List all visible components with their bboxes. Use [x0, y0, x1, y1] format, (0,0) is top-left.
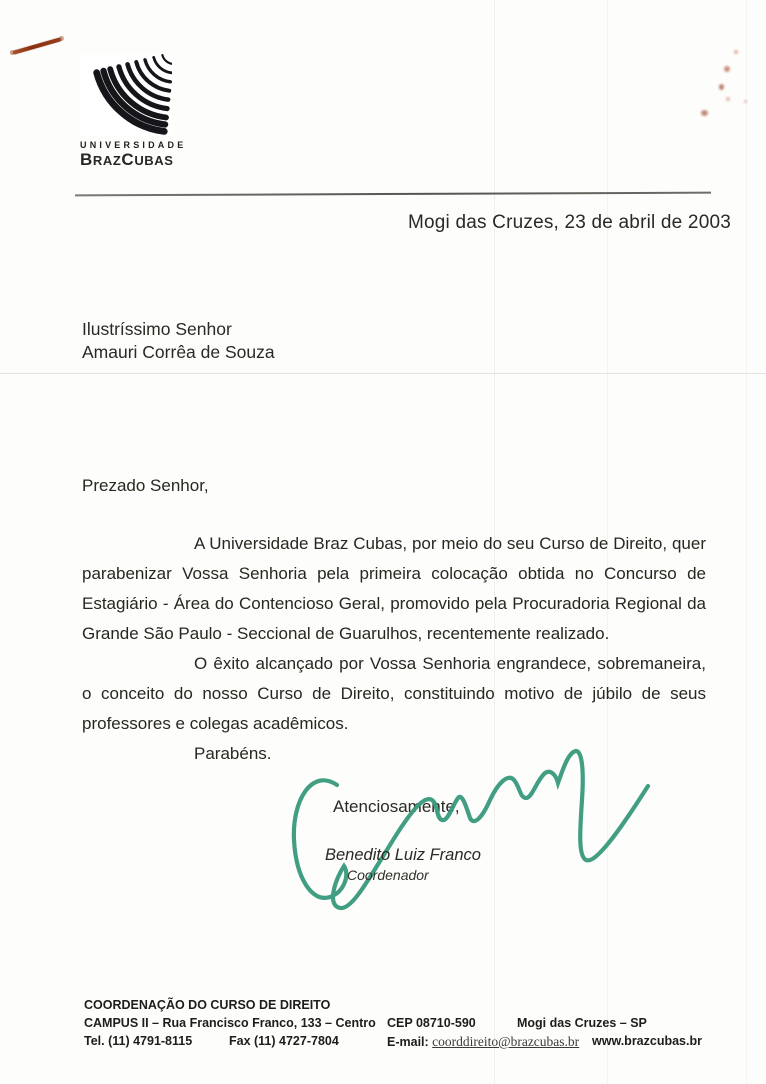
- logo-letter: C: [121, 150, 135, 169]
- footer-department: COORDENAÇÃO DO CURSO DE DIREITO: [84, 998, 331, 1012]
- footer-phone: Tel. (11) 4791-8115: [84, 1034, 193, 1048]
- footer-website: www.brazcubas.br: [592, 1034, 702, 1048]
- signer-name: Benedito Luiz Franco: [325, 846, 481, 864]
- logo-university-label: UNIVERSIDADE: [80, 140, 187, 150]
- date-line: Mogi das Cruzes, 23 de abril de 2003: [408, 212, 732, 233]
- recipient-name: Amauri Corrêa de Souza: [82, 342, 275, 362]
- footer-city: Mogi das Cruzes – SP: [517, 1016, 647, 1030]
- paragraph-2: O êxito alcançado por Vossa Senhoria engrandece, sobremaneira, o conceito do nosso Curso de Direito, constituindo motivo de júbilo de seus professores e colegas acadêmicos.: [82, 654, 706, 733]
- salutation: Prezado Senhor,: [82, 476, 209, 495]
- recipient-honorific: Ilustríssimo Senhor: [82, 319, 232, 339]
- footer-email: [387, 1034, 579, 1050]
- footer-email-link[interactable]: coorddireito@brazcubas.br: [432, 1034, 580, 1049]
- logo-letters: RAZ: [92, 153, 122, 168]
- footer-email-label: E-mail:: [387, 1035, 429, 1049]
- logo-letter: B: [80, 150, 93, 169]
- paragraph-3: Parabéns.: [194, 744, 272, 763]
- signer-title: Coordenador: [347, 867, 429, 883]
- logo-letters: UBAS: [134, 153, 174, 168]
- closing-phrase: Atenciosamente,: [333, 797, 460, 816]
- footer-cep: CEP 08710-590: [387, 1016, 476, 1030]
- footer-address: CAMPUS II – Rua Francisco Franco, 133 – Centro: [84, 1016, 376, 1030]
- footer-fax: Fax (11) 4727-7804: [229, 1034, 339, 1048]
- paragraph-1: A Universidade Braz Cubas, por meio do seu Curso de Direito, quer parabenizar Vossa Senhoria pela primeira colocação obtida no Concurso de Estagiário - Área do Contencioso Geral, promovido pela Procuradoria Regional da Grande São Paulo - Seccional de Guarulhos, recentemente realizado.: [82, 534, 706, 643]
